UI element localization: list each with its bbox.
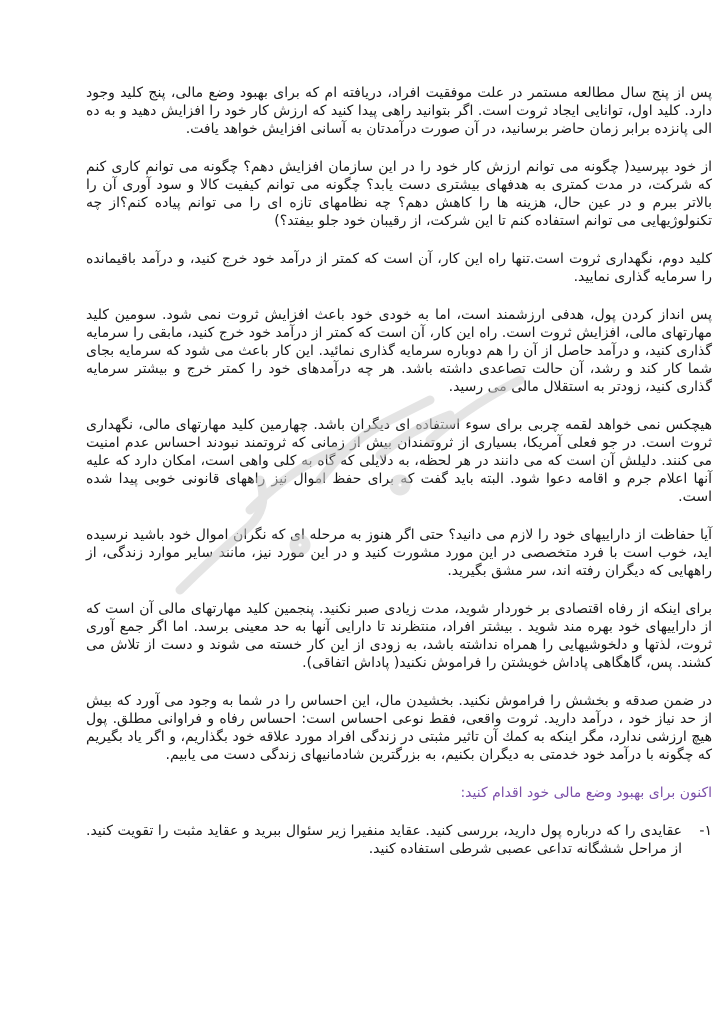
action-list (86, 822, 712, 858)
paragraph-1: پس از پنج سال مطالعه مستمر در علت موفقیت افراد، دریافته ام که برای بهبود وضع مالی، پنج کلید وجود دارد. کلید اول، توانایی ایجاد ثروت است. اگر بتوانید راهی پیدا کنید که ارزش کار خود را افزایش دهید و به ده الی پانزده برابر زمان حاضر برسانید، در آن صورت درآمدتان به آسانی افزایش خواهد یافت. (86, 85, 712, 137)
list-item-number: ۱- (699, 823, 712, 839)
paragraph-6: آیا حفاظت از داراییهای خود را لازم می دانید؟ حتی اگر هنوز به مرحله ای که نگران اموال خود باشید نرسیده اید، خوب است با فرد متخصصی در این مورد مشورت کنید و در این مورد نیز، مانند سایر موارد زندگی، از راههایی که دیگران رفته اند، سر مشق بگیرید. (86, 527, 712, 579)
list-item (86, 822, 712, 858)
paragraph-8: در ضمن صدقه و بخشش را فراموش نکنید. بخشیدن مال، این احساس را در شما به وجود می آورد که بیش از حد نیاز خود ، درآمد دارید. ثروت واقعی، فقط نوعی احساس است: احساس رفاه و فراوانی مطلق. پول هیچ ارزشی ندارد، مگر اینکه به کمك آن تاثیر مثبتی در زندگی افراد مورد علاقه خود بگذاریم، و اگر یاد بگیریم که چگونه با درآمد خود خدمتی به دیگران بکنیم، به بزرگترین شادمانیهای زندگی دست می یابیم. (86, 693, 712, 763)
paragraph-7: برای اینکه از رفاه اقتصادی بر خوردار شوید، مدت زیادی صبر نکنید. پنجمین کلید مهارتهای مالی آن است که از داراییهای خود بهره مند شوید . بیشتر افراد، منتظرند تا دارایی آنها به حد معینی برسد. اما اگر جمع آوری ثروت، لذتها و دلخوشیهایی را همراه نداشته باشد، به زودی از این کار خسته می شوند و دست از تلاش می کشند. پس، گاهگاهی پاداش خویشتن را فراموش نکنید( پاداش اتفاقی). (86, 601, 712, 671)
paragraph-3: کلید دوم، نگهداری ثروت است.تنها راه این کار، آن است که کمتر از درآمد خود خرج کنید، و درآمد باقیمانده را سرمایه گذاری نمایید. (86, 251, 712, 285)
document-page (86, 84, 712, 858)
paragraph-5: هیچکس نمی خواهد لقمه چربی برای سوء استفاده ای دیگران باشد. چهارمین کلید مهارتهای مالی، نگهداری ثروت است. در جو فعلی آمریکا، بسیاری از ثروتمندان بیش از زمانی که ثروتمند نبودند احساس عدم امنیت می کنند. دلیلش آن است که می دانند در هر لحظه، به دلایلی که گاه به کلی واهی است، امکان دارد که علیه آنها اعلام جرم و اقامه دعوا شود. البته باید گفت که برای حفظ اموال نیز راههای قانونی خوبی پیدا شده است. (86, 417, 712, 505)
paragraph-4: پس انداز کردن پول، هدفی ارزشمند است، اما به خودی خود باعث افزایش ثروت نمی شود. سومین کلید مهارتهای مالی، افزایش ثروت است. راه این کار، آن است که کمتر از درآمد خود خرج کنید، مابقی را سرمایه گذاری کنید، و درآمد حاصل از آن را هم دوباره سرمایه گذاری نمائید. این کار باعث می شود که سرمایه بجای شما کار کند و رشد، آن حالت تصاعدی داشته باشد. هر چه درآمدهای خود را کمتر خرج و بیشتر سرمایه گذاری کنید، زودتر به استقلال مالی می رسید. (86, 307, 712, 395)
section-heading: اکنون برای بهبود وضع مالی خود اقدام کنید: (460, 785, 712, 801)
paragraph-2: از خود بپرسید( چگونه می توانم ارزش کار خود را در این سازمان افزایش دهم؟ چگونه می توانم کاری کنم که شرکت، در مدت کمتری به هدفهای بیشتری دست یابد؟ چگونه می توانم کیفیت کالا و سود آوری آن را بالاتر ببرم و در عین حال، هزینه ها را کاهش دهم؟ چه نظامهای تازه ای را می توانم پیاده کنم؟از چه تکنولوژیهایی می توانم استفاده کنم تا این شرکت، از رقیبان خود جلو بیفتد؟) (86, 159, 712, 229)
list-item-text: عقایدی را که درباره پول دارید، بررسی کنید. عقاید منفیرا زیر سئوال ببرید و عقاید مثبت را تقویت کنید. از مراحل ششگانه تداعی عصبی شرطی استفاده کنید. (86, 823, 682, 857)
